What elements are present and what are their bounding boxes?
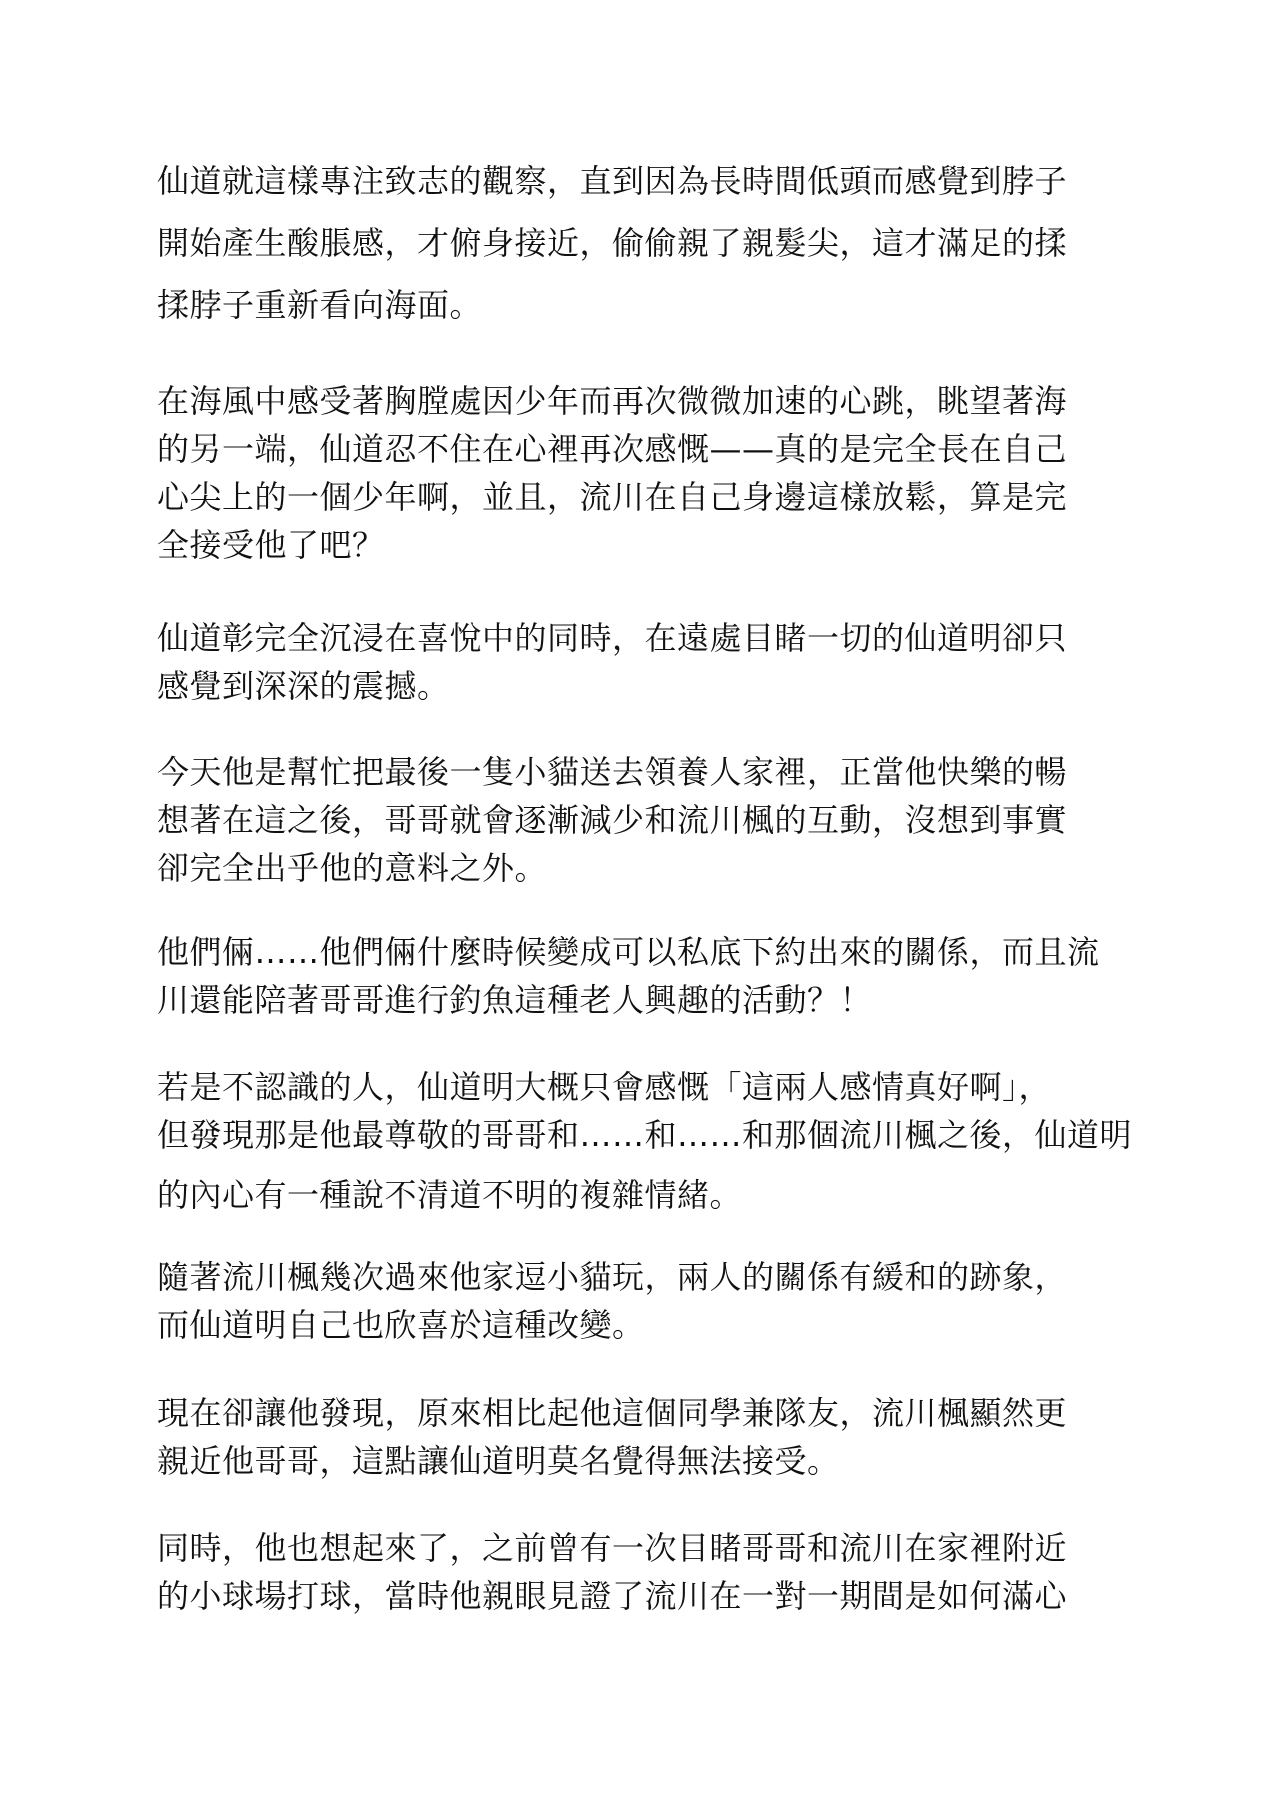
text-line: 但發現那是他最尊敬的哥哥和……和……和那個流川楓之後，仙道明 <box>157 1116 1133 1154</box>
paragraph-6 <box>157 1063 1133 1219</box>
paragraph-4 <box>157 748 1127 892</box>
text-line: 仙道就這樣專注致志的觀察，直到因為長時間低頭而感覺到脖子 <box>157 162 1068 200</box>
text-line: 開始產生酸脹感，才俯身接近，偷偷親了親髮尖，這才滿足的揉 <box>157 224 1068 262</box>
text-line: 心尖上的一個少年啊，並且，流川在自己身邊這樣放鬆，算是完 <box>157 478 1068 516</box>
text-line: 隨著流川楓幾次過來他家逗小貓玩，兩人的關係有緩和的跡象， <box>157 1258 1068 1296</box>
text-line: 卻完全出乎他的意料之外。 <box>157 849 548 887</box>
text-line: 今天他是幫忙把最後一隻小貓送去領養人家裡，正當他快樂的暢 <box>157 753 1068 791</box>
text-line: 同時，他也想起來了，之前曾有一次目睹哥哥和流川在家裡附近 <box>157 1529 1068 1567</box>
text-line: 親近他哥哥，這點讓仙道明莫名覺得無法接受。 <box>157 1442 840 1480</box>
paragraph-7 <box>157 1253 1127 1349</box>
text-line: 感覺到深深的震撼。 <box>157 667 450 705</box>
text-line: 揉脖子重新看向海面。 <box>157 286 483 324</box>
text-line: 在海風中感受著胸膛處因少年而再次微微加速的心跳，眺望著海 <box>157 382 1068 420</box>
paragraph-1 <box>157 150 1127 336</box>
text-line: 若是不認識的人，仙道明大概只會感慨「這兩人感情真好啊」， <box>157 1068 1052 1106</box>
text-line: 他們倆……他們倆什麼時候變成可以私底下約出來的關係，而且流 <box>157 933 1100 971</box>
text-line: 現在卻讓他發現，原來相比起他這個同學兼隊友，流川楓顯然更 <box>157 1394 1068 1432</box>
text-line: 的另一端，仙道忍不住在心裡再次感慨——真的是完全長在自己 <box>157 430 1068 468</box>
text-line: 的小球場打球，當時他親眼見證了流川在一對一期間是如何滿心 <box>157 1577 1068 1615</box>
paragraph-3 <box>157 614 1127 710</box>
text-line: 想著在這之後，哥哥就會逐漸減少和流川楓的互動，沒想到事實 <box>157 801 1068 839</box>
text-line: 而仙道明自己也欣喜於這種改變。 <box>157 1306 645 1344</box>
text-line: 川還能陪著哥哥進行釣魚這種老人興趣的活動？！ <box>157 981 873 1019</box>
paragraph-5 <box>157 928 1127 1024</box>
text-line: 仙道彰完全沉浸在喜悅中的同時，在遠處目睹一切的仙道明卻只 <box>157 619 1068 657</box>
paragraph-2 <box>157 377 1127 569</box>
paragraph-8 <box>157 1389 1127 1485</box>
text-line: 全接受他了吧？ <box>157 526 385 564</box>
paragraph-9 <box>157 1524 1127 1620</box>
text-line: 的內心有一種說不清道不明的複雜情緒。 <box>157 1176 743 1214</box>
